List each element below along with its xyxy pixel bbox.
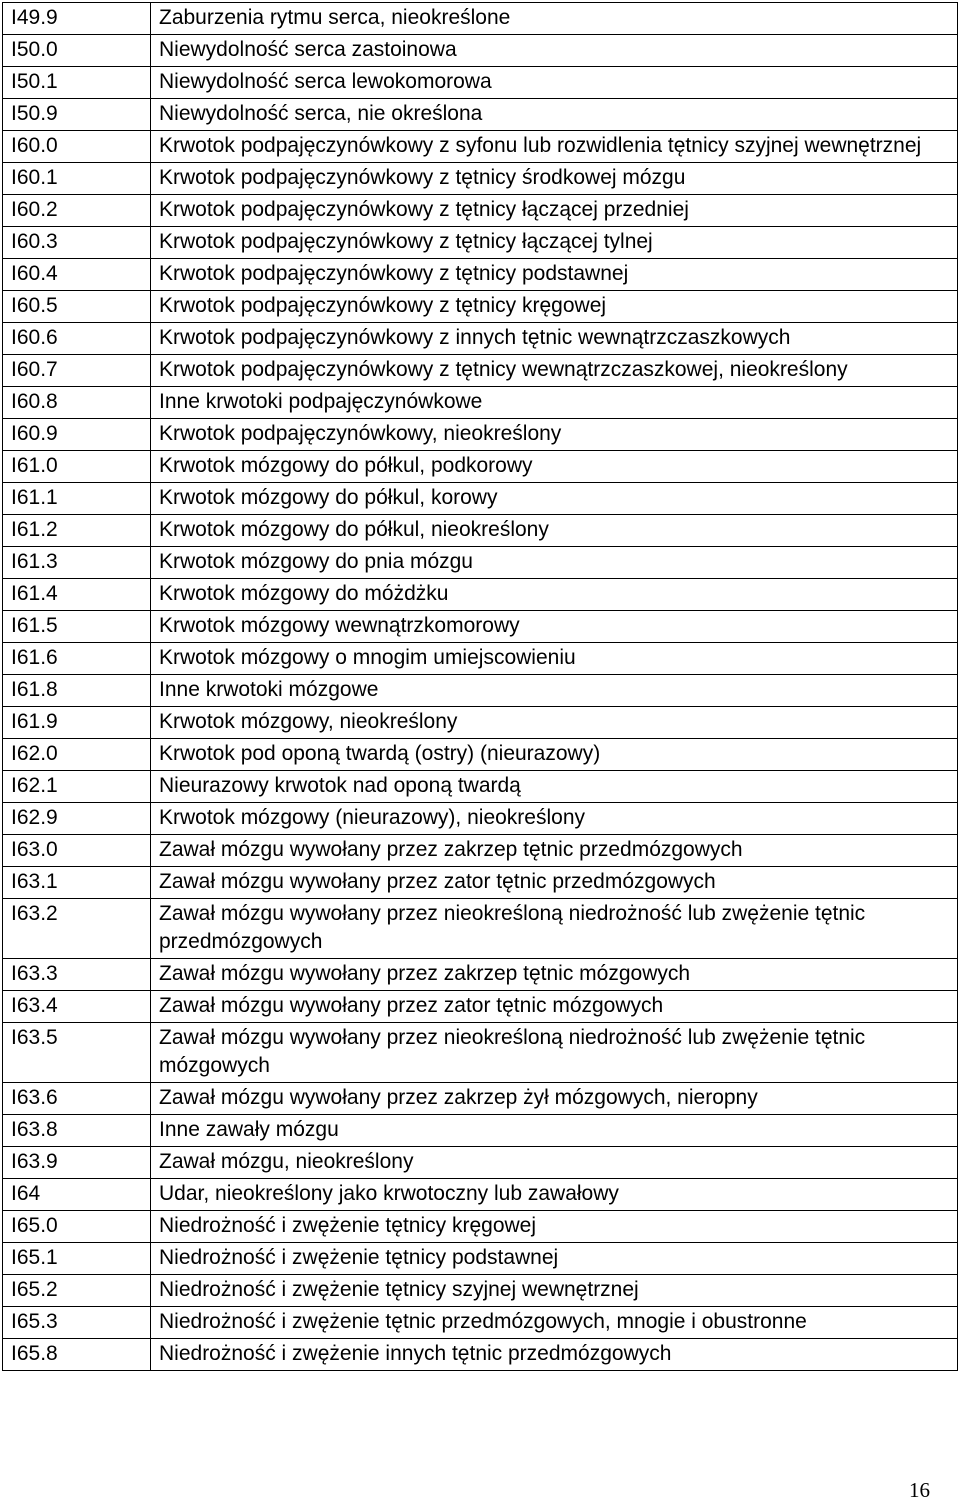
icd-code-cell: I62.9 — [3, 803, 151, 835]
icd-code-cell: I63.0 — [3, 835, 151, 867]
table-row — [3, 259, 958, 291]
icd-code-cell: I65.2 — [3, 1275, 151, 1307]
table-row — [3, 99, 958, 131]
icd-code-cell: I63.1 — [3, 867, 151, 899]
icd-code-cell: I61.9 — [3, 707, 151, 739]
icd-code-cell: I65.0 — [3, 1211, 151, 1243]
icd-code-cell: I65.8 — [3, 1339, 151, 1371]
diagnosis-description-cell: Zawał mózgu wywołany przez nieokreśloną niedrożność lub zwężenie tętnic mózgowych — [151, 1023, 958, 1083]
diagnosis-description-cell: Niedrożność i zwężenie tętnicy szyjnej wewnętrznej — [151, 1275, 958, 1307]
table-row — [3, 163, 958, 195]
table-row — [3, 195, 958, 227]
table-row — [3, 291, 958, 323]
table-row — [3, 547, 958, 579]
diagnosis-description-cell: Krwotok mózgowy do półkul, nieokreślony — [151, 515, 958, 547]
icd-code-cell: I60.2 — [3, 195, 151, 227]
table-row — [3, 1275, 958, 1307]
icd-code-cell: I50.0 — [3, 35, 151, 67]
icd-code-cell: I50.9 — [3, 99, 151, 131]
diagnosis-description-cell: Krwotok podpajęczynówkowy z syfonu lub rozwidlenia tętnicy szyjnej wewnętrznej — [151, 131, 958, 163]
icd-code-cell: I61.8 — [3, 675, 151, 707]
diagnosis-description-cell: Zawał mózgu wywołany przez zakrzep żył mózgowych, nieropny — [151, 1083, 958, 1115]
diagnosis-description-cell: Zawał mózgu wywołany przez zakrzep tętnic przedmózgowych — [151, 835, 958, 867]
icd-code-cell: I60.7 — [3, 355, 151, 387]
diagnosis-description-cell: Krwotok podpajęczynówkowy, nieokreślony — [151, 419, 958, 451]
table-row — [3, 611, 958, 643]
icd-code-cell: I60.0 — [3, 131, 151, 163]
icd-code-cell: I63.4 — [3, 991, 151, 1023]
diagnosis-description-cell: Niedrożność i zwężenie tętnic przedmózgowych, mnogie i obustronne — [151, 1307, 958, 1339]
table-row — [3, 67, 958, 99]
diagnosis-description-cell: Krwotok pod oponą twardą (ostry) (nieurazowy) — [151, 739, 958, 771]
icd-code-table — [2, 2, 958, 1371]
table-row — [3, 323, 958, 355]
icd-code-cell: I63.3 — [3, 959, 151, 991]
table-row — [3, 579, 958, 611]
table-row — [3, 1243, 958, 1275]
diagnosis-description-cell: Krwotok mózgowy (nieurazowy), nieokreślony — [151, 803, 958, 835]
diagnosis-description-cell: Niewydolność serca lewokomorowa — [151, 67, 958, 99]
table-row — [3, 515, 958, 547]
diagnosis-description-cell: Krwotok podpajęczynówkowy z tętnicy łączącej przedniej — [151, 195, 958, 227]
table-row — [3, 1339, 958, 1371]
icd-code-cell: I60.4 — [3, 259, 151, 291]
table-row — [3, 35, 958, 67]
table-row — [3, 3, 958, 35]
icd-code-cell: I65.3 — [3, 1307, 151, 1339]
diagnosis-description-cell: Krwotok mózgowy, nieokreślony — [151, 707, 958, 739]
diagnosis-description-cell: Zawał mózgu wywołany przez zator tętnic przedmózgowych — [151, 867, 958, 899]
icd-code-cell: I61.0 — [3, 451, 151, 483]
table-row — [3, 227, 958, 259]
icd-code-cell: I63.6 — [3, 1083, 151, 1115]
table-row — [3, 1083, 958, 1115]
table-row — [3, 643, 958, 675]
diagnosis-description-cell: Niedrożność i zwężenie innych tętnic przedmózgowych — [151, 1339, 958, 1371]
table-row — [3, 483, 958, 515]
icd-code-cell: I61.5 — [3, 611, 151, 643]
table-row — [3, 1179, 958, 1211]
icd-code-cell: I61.4 — [3, 579, 151, 611]
table-row — [3, 675, 958, 707]
icd-code-cell: I61.6 — [3, 643, 151, 675]
diagnosis-description-cell: Zawał mózgu wywołany przez nieokreśloną niedrożność lub zwężenie tętnic przedmózgowych — [151, 899, 958, 959]
icd-code-cell: I60.1 — [3, 163, 151, 195]
icd-code-cell: I60.8 — [3, 387, 151, 419]
icd-code-cell: I63.9 — [3, 1147, 151, 1179]
diagnosis-description-cell: Krwotok podpajęczynówkowy z innych tętnic wewnątrzczaszkowych — [151, 323, 958, 355]
diagnosis-description-cell: Krwotok mózgowy wewnątrzkomorowy — [151, 611, 958, 643]
icd-code-cell: I63.8 — [3, 1115, 151, 1147]
icd-code-cell: I64 — [3, 1179, 151, 1211]
table-row — [3, 1115, 958, 1147]
table-row — [3, 835, 958, 867]
diagnosis-description-cell: Krwotok podpajęczynówkowy z tętnicy środkowej mózgu — [151, 163, 958, 195]
diagnosis-description-cell: Krwotok mózgowy do półkul, korowy — [151, 483, 958, 515]
table-row — [3, 451, 958, 483]
table-row — [3, 899, 958, 959]
icd-code-cell: I62.0 — [3, 739, 151, 771]
table-row — [3, 355, 958, 387]
diagnosis-description-cell: Niewydolność serca zastoinowa — [151, 35, 958, 67]
diagnosis-description-cell: Krwotok mózgowy do móżdżku — [151, 579, 958, 611]
diagnosis-description-cell: Niedrożność i zwężenie tętnicy podstawnej — [151, 1243, 958, 1275]
icd-code-cell: I61.3 — [3, 547, 151, 579]
diagnosis-description-cell: Niedrożność i zwężenie tętnicy kręgowej — [151, 1211, 958, 1243]
table-row — [3, 131, 958, 163]
table-row — [3, 739, 958, 771]
diagnosis-description-cell: Krwotok mózgowy do pnia mózgu — [151, 547, 958, 579]
icd-code-cell: I63.2 — [3, 899, 151, 959]
table-row — [3, 419, 958, 451]
icd-code-cell: I49.9 — [3, 3, 151, 35]
diagnosis-description-cell: Zawał mózgu wywołany przez zator tętnic mózgowych — [151, 991, 958, 1023]
page-number: 16 — [909, 1478, 930, 1502]
icd-code-cell: I60.6 — [3, 323, 151, 355]
diagnosis-description-cell: Zawał mózgu wywołany przez zakrzep tętnic mózgowych — [151, 959, 958, 991]
diagnosis-description-cell: Niewydolność serca, nie określona — [151, 99, 958, 131]
icd-code-cell: I65.1 — [3, 1243, 151, 1275]
diagnosis-description-cell: Krwotok mózgowy o mnogim umiejscowieniu — [151, 643, 958, 675]
diagnosis-description-cell: Inne zawały mózgu — [151, 1115, 958, 1147]
diagnosis-description-cell: Krwotok podpajęczynówkowy z tętnicy podstawnej — [151, 259, 958, 291]
icd-code-cell: I63.5 — [3, 1023, 151, 1083]
diagnosis-description-cell: Nieurazowy krwotok nad oponą twardą — [151, 771, 958, 803]
diagnosis-description-cell: Krwotok podpajęczynówkowy z tętnicy wewnątrzczaszkowej, nieokreślony — [151, 355, 958, 387]
table-row — [3, 1211, 958, 1243]
table-row — [3, 387, 958, 419]
diagnosis-description-cell: Krwotok mózgowy do półkul, podkorowy — [151, 451, 958, 483]
icd-code-cell: I60.3 — [3, 227, 151, 259]
diagnosis-description-cell: Krwotok podpajęczynówkowy z tętnicy łączącej tylnej — [151, 227, 958, 259]
diagnosis-description-cell: Udar, nieokreślony jako krwotoczny lub zawałowy — [151, 1179, 958, 1211]
table-row — [3, 1307, 958, 1339]
table-row — [3, 707, 958, 739]
diagnosis-description-cell: Krwotok podpajęczynówkowy z tętnicy kręgowej — [151, 291, 958, 323]
diagnosis-description-cell: Zawał mózgu, nieokreślony — [151, 1147, 958, 1179]
table-row — [3, 771, 958, 803]
table-row — [3, 991, 958, 1023]
icd-code-table-body — [3, 3, 958, 1371]
diagnosis-description-cell: Inne krwotoki mózgowe — [151, 675, 958, 707]
table-row — [3, 867, 958, 899]
icd-code-cell: I61.2 — [3, 515, 151, 547]
table-row — [3, 959, 958, 991]
table-row — [3, 1147, 958, 1179]
icd-code-cell: I61.1 — [3, 483, 151, 515]
icd-code-cell: I62.1 — [3, 771, 151, 803]
diagnosis-description-cell: Zaburzenia rytmu serca, nieokreślone — [151, 3, 958, 35]
icd-code-cell: I60.5 — [3, 291, 151, 323]
table-row — [3, 803, 958, 835]
icd-code-cell: I60.9 — [3, 419, 151, 451]
diagnosis-description-cell: Inne krwotoki podpajęczynówkowe — [151, 387, 958, 419]
icd-code-cell: I50.1 — [3, 67, 151, 99]
table-row — [3, 1023, 958, 1083]
